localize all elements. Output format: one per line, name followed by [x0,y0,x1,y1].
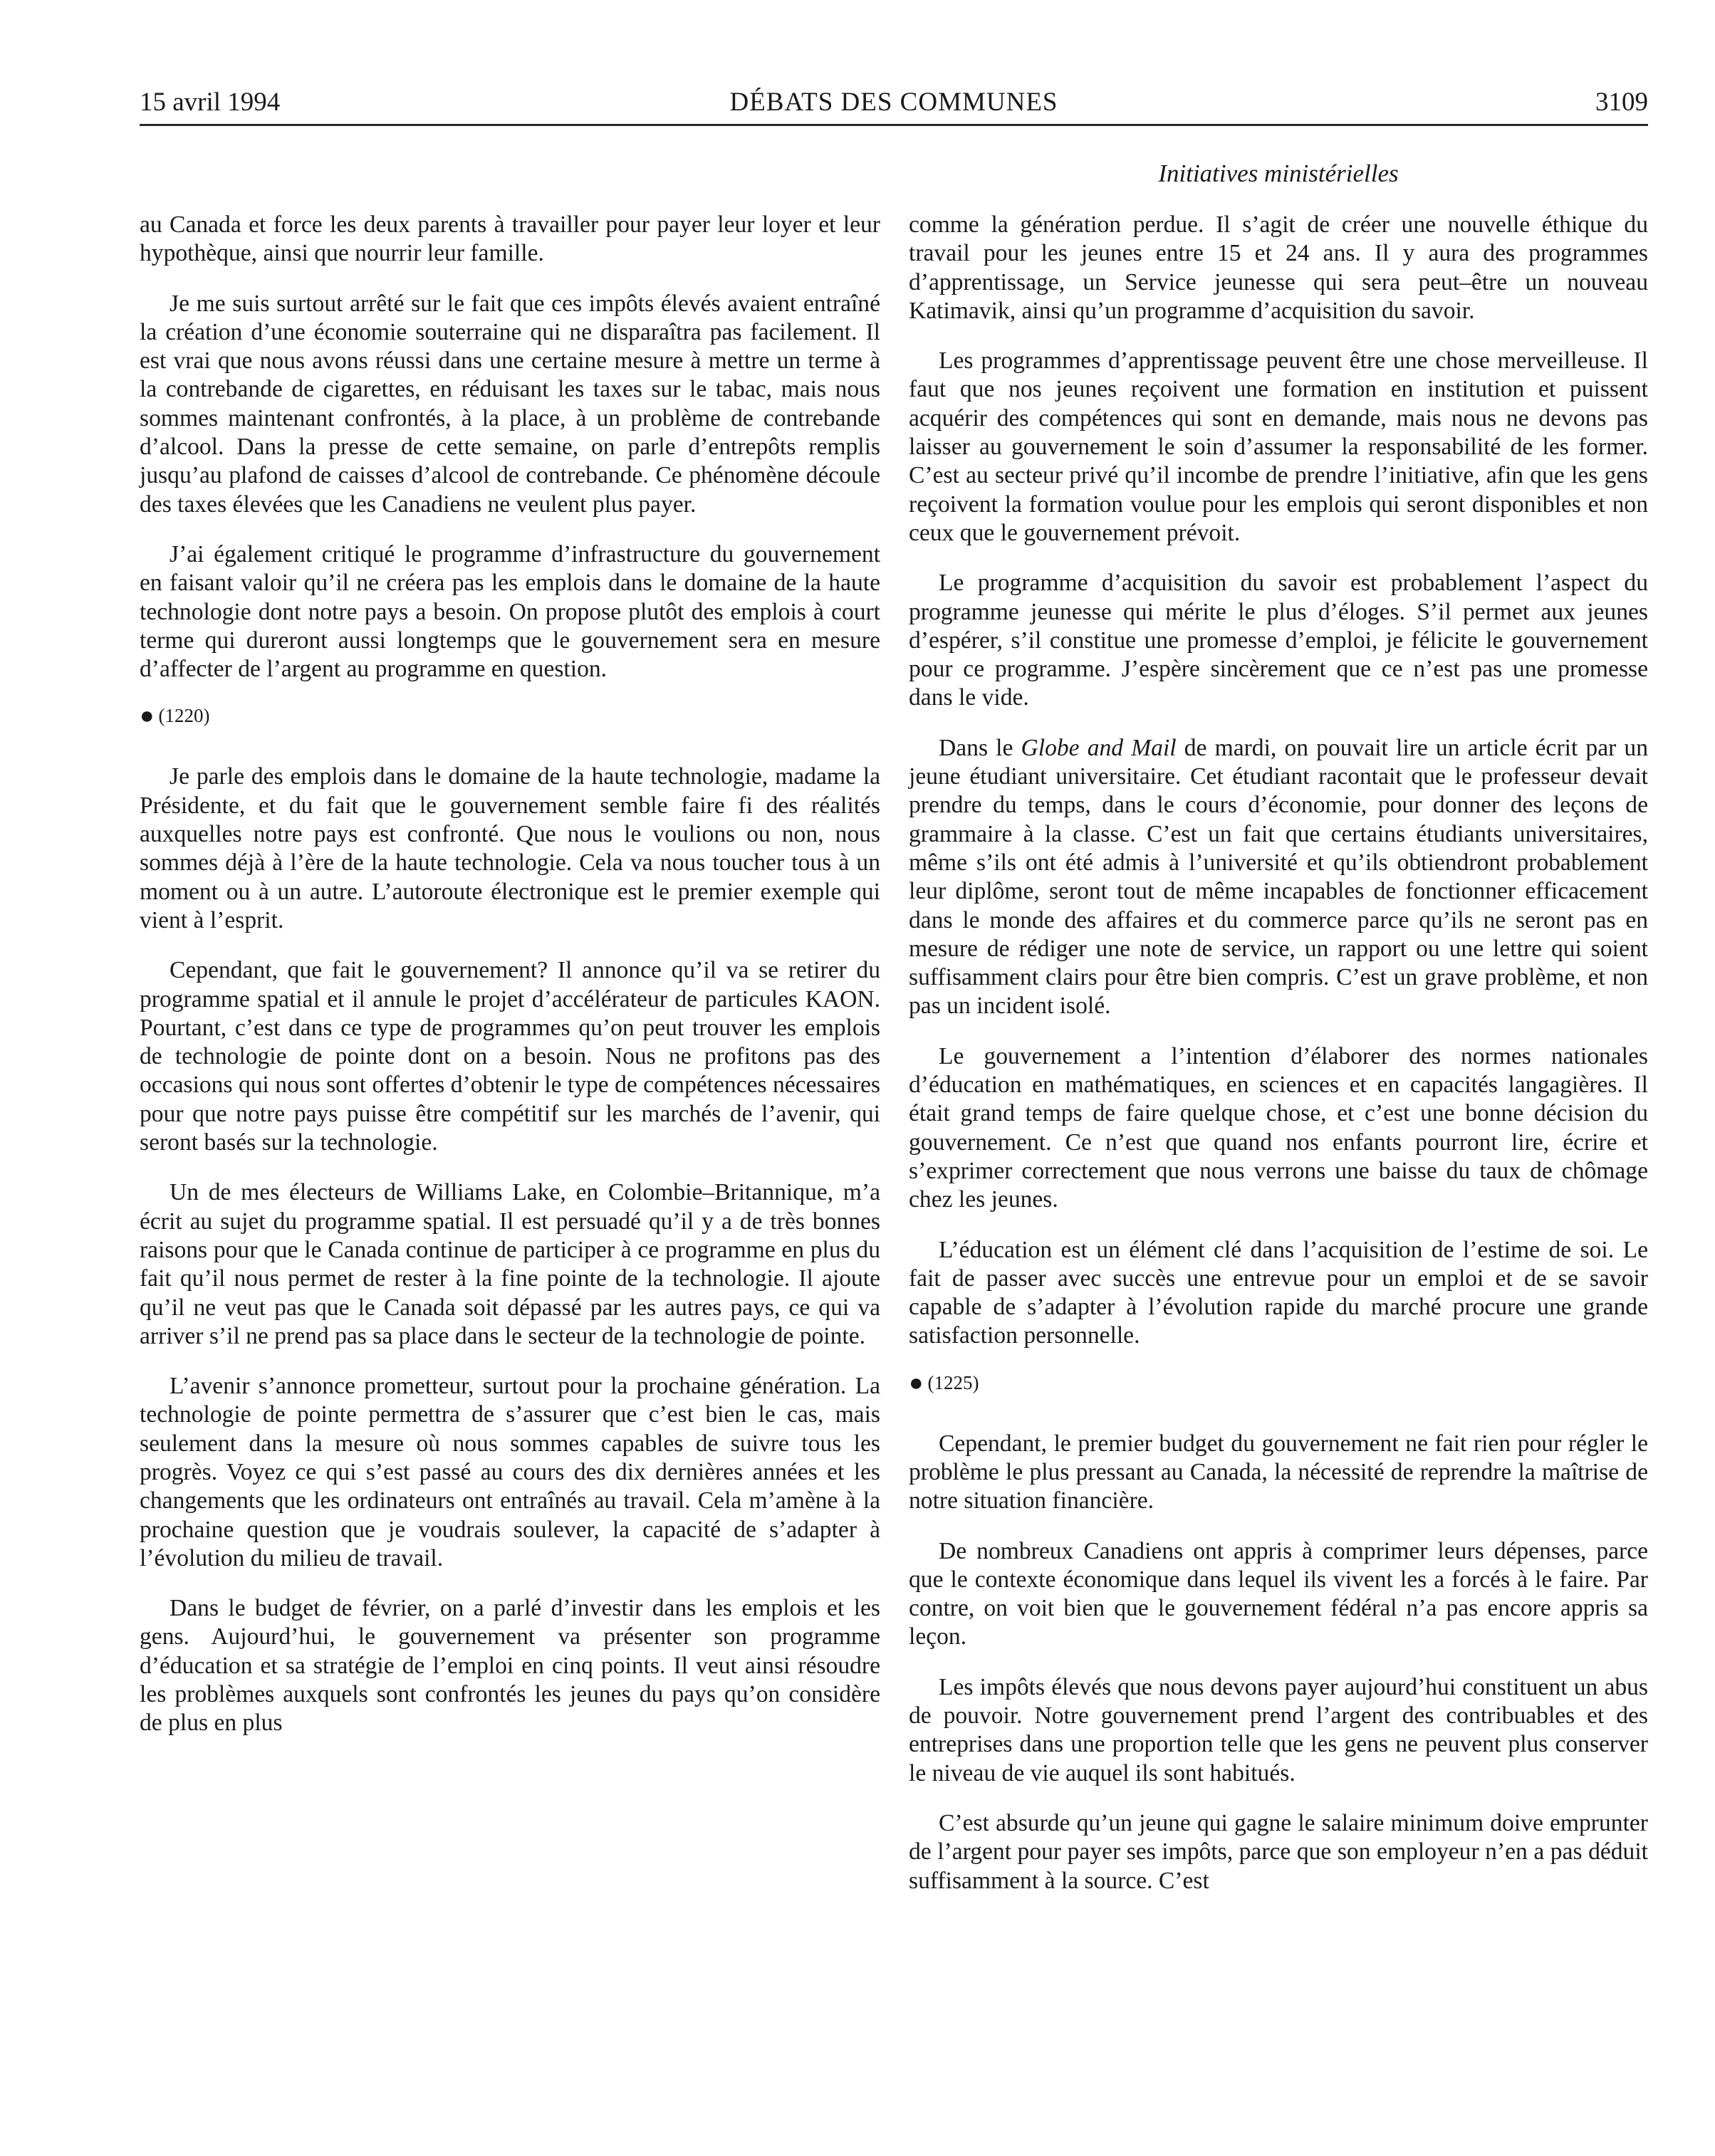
paragraph: C’est absurde qu’un jeune qui gagne le salaire minimum doive emprunter de l’argent pour payer ses impôts, parce que son employeur n’en a pas déduit suffisamment à la source. C’est [909,1809,1648,1894]
header-date: 15 avril 1994 [140,88,281,117]
paragraph: Je parle des emplois dans le domaine de la haute technologie, madame la Présidente, et du fait que le gouvernement semble faire fi des réalités auxquelles notre pays est confronté. Que nous le voulions ou non, nous sommes déjà à l’ère de la haute technologie. Cela va nous toucher tous à un moment ou à un autre. L’autoroute électronique est le premier exemple qui vient à l’esprit. [140,763,880,933]
bullet-icon: ● [909,1369,924,1396]
left-column [140,211,880,1759]
paragraph: Cependant, le premier budget du gouvernement ne fait rien pour régler le problème le plus pressant au Canada, la nécessité de reprendre la maîtrise de notre situation financière. [909,1430,1648,1514]
header-title: DÉBATS DES COMMUNES [729,88,1058,117]
time-marker [140,703,880,730]
paragraph: De nombreux Canadiens ont appris à comprimer leurs dépenses, parce que le contexte économique dans lequel ils vivent les a forcés à le faire. Par contre, on voit bien que le gouvernement fédéral n’a pas encore appris sa leçon. [909,1537,1648,1650]
paragraph: L’éducation est un élément clé dans l’acquisition de l’estime de soi. Le fait de passer avec succès une entrevue pour un emploi et de se savoir capable de s’adapter à l’évolution rapide du marché procure une grande satisfaction personnelle. [909,1236,1648,1349]
time-marker-label: (1220) [158,705,210,727]
paragraph: Les programmes d’apprentissage peuvent être une chose merveilleuse. Il faut que nos jeunes reçoivent une formation en institution et puissent acquérir des compétences qui sont en demande, mais nous ne devons pas laisser au gouvernement le soin d’assumer la responsabilité de les former. C’est au secteur privé qu’il incombe de prendre l’initiative, afin que les gens reçoivent la formation voulue pour les emplois qui seront disponibles et non ceux que le gouvernement prévoit. [909,347,1648,546]
paragraph: comme la génération perdue. Il s’agit de créer une nouvelle éthique du travail pour les jeunes entre 15 et 24 ans. Il y aura des programmes d’apprentissage, un Service jeunesse qui sera peut–être un nouveau Katimavik, ainsi qu’un programme d’acquisition du savoir. [909,211,1648,324]
right-column [909,211,1648,1917]
paragraph: Le gouvernement a l’intention d’élaborer des normes nationales d’éducation en mathématiques, en sciences et en capacités langagières. Il était grand temps de faire quelque chose, et c’est une bonne décision du gouvernement. Ce n’est que quand nos enfants pourront lire, écrire et s’exprimer correctement que nous verrons une baisse du taux de chômage chez les jeunes. [909,1042,1648,1213]
paragraph-text: de mardi, on pouvait lire un article écrit par un jeune étudiant universitaire. Cet étudiant racontait que le professeur devait prendre du temps, dans le cours d’économie, pour donner des leçons de grammaire à la classe. C’est un fait que certains étudiants universitaires, même s’ils ont été admis à l’université et qu’ils obtiendront probablement leur diplôme, seront tout de même incapables de fonctionner efficacement dans le monde des affaires et du commerce parce qu’ils ne seront pas en mesure de rédiger une note de service, un rapport ou une lettre qui soient suffisamment clairs pour être bien compris. C’est un grave problème, et non pas un incident isolé. [909,734,1649,1020]
paragraph: Cependant, que fait le gouvernement? Il annonce qu’il va se retirer du programme spatial et il annule le projet d’accélérateur de particules KAON. Pourtant, c’est dans ce type de programmes qu’on peut trouver les emplois de technologie de pointe dont on a besoin. Nous ne profitons pas des occasions qui nous sont offertes d’obtenir le type de compétences nécessaires pour que notre pays puisse être compétitif sur les marchés de l’avenir, qui seront basés sur la technologie. [140,957,880,1156]
page-header [140,80,1648,126]
paragraph: J’ai également critiqué le programme d’infrastructure du gouvernement en faisant valoir qu’il ne créera pas les emplois dans le domaine de la haute technologie dont notre pays a besoin. On propose plutôt des emplois à court terme qui dureront aussi longtemps que le gouvernement sera en mesure d’affecter de l’argent au programme en question. [140,540,880,683]
newspaper-title: Globe and Mail [1021,734,1177,761]
bullet-icon: ● [140,703,155,730]
section-label: Initiatives ministérielles [1158,159,1399,187]
paragraph: Un de mes électeurs de Williams Lake, en Colombie–Britannique, m’a écrit au sujet du programme spatial. Il est persuadé qu’il y a de très bonnes raisons pour que le Canada continue de participer à ce programme en plus du fait qu’il nous permet de rester à la fine pointe de la technologie. Il ajoute qu’il ne veut pas que le Canada soit dépassé par les autres pays, ce qui va arriver s’il ne prend pas sa place dans le secteur de la technologie de pointe. [140,1179,880,1349]
page-number: 3109 [1595,88,1648,117]
paragraph: Le programme d’acquisition du savoir est probablement l’aspect du programme jeunesse qui mérite le plus d’éloges. S’il permet aux jeunes d’espérer, s’il constitue une promesse d’emploi, je félicite le gouvernement pour ce programme. J’espère sincèrement que ce n’est pas une promesse dans le vide. [909,570,1648,711]
paragraph [909,734,1648,1021]
paragraph: Les impôts élevés que nous devons payer aujourd’hui constituent un abus de pouvoir. Notre gouvernement prend l’argent des contribuables et des entreprises dans une proportion telle que les gens ne peuvent plus conserver le niveau de vie auquel ils sont habitués. [909,1673,1648,1786]
paragraph: au Canada et force les deux parents à travailler pour payer leur loyer et leur hypothèque, ainsi que nourrir leur famille. [140,211,880,267]
paragraph-text: Dans le [939,734,1021,761]
paragraph: L’avenir s’annonce prometteur, surtout pour la prochaine génération. La technologie de pointe permettra de s’assurer que c’est bien le cas, mais seulement dans la mesure où nous sommes capables de suivre tous les progrès. Voyez ce qui s’est passé au cours des dix dernières années et les changements que les ordinateurs ont entraînés au travail. Cela m’amène à la prochaine question que je voudrais soulever, la capacité de s’adapter à l’évolution du milieu de travail. [140,1373,880,1571]
time-marker-label: (1225) [927,1371,979,1393]
paragraph: Je me suis surtout arrêté sur le fait que ces impôts élevés avaient entraîné la création d’une économie souterraine qui ne disparaîtra pas facilement. Il est vrai que nous avons réussi dans une certaine mesure à mettre un terme à la contrebande de cigarettes, en réduisant les taxes sur le tabac, mais nous sommes maintenant confrontés, à la place, à un problème de contrebande d’alcool. Dans la presse de cette semaine, on parle d’entrepôts remplis jusqu’au plafond de caisses d’alcool de contrebande. Ce phénomène découle des taxes élevées que les Canadiens ne veulent plus payer. [140,290,880,518]
paragraph: Dans le budget de février, on a parlé d’investir dans les emplois et les gens. Aujourd’hui, le gouvernement va présenter son programme d’éducation et sa stratégie de l’emploi en cinq points. Il veut ainsi résoudre les problèmes auxquels sont confrontés les jeunes du pays qu’on considère de plus en plus [140,1595,880,1737]
time-marker [909,1369,1648,1396]
